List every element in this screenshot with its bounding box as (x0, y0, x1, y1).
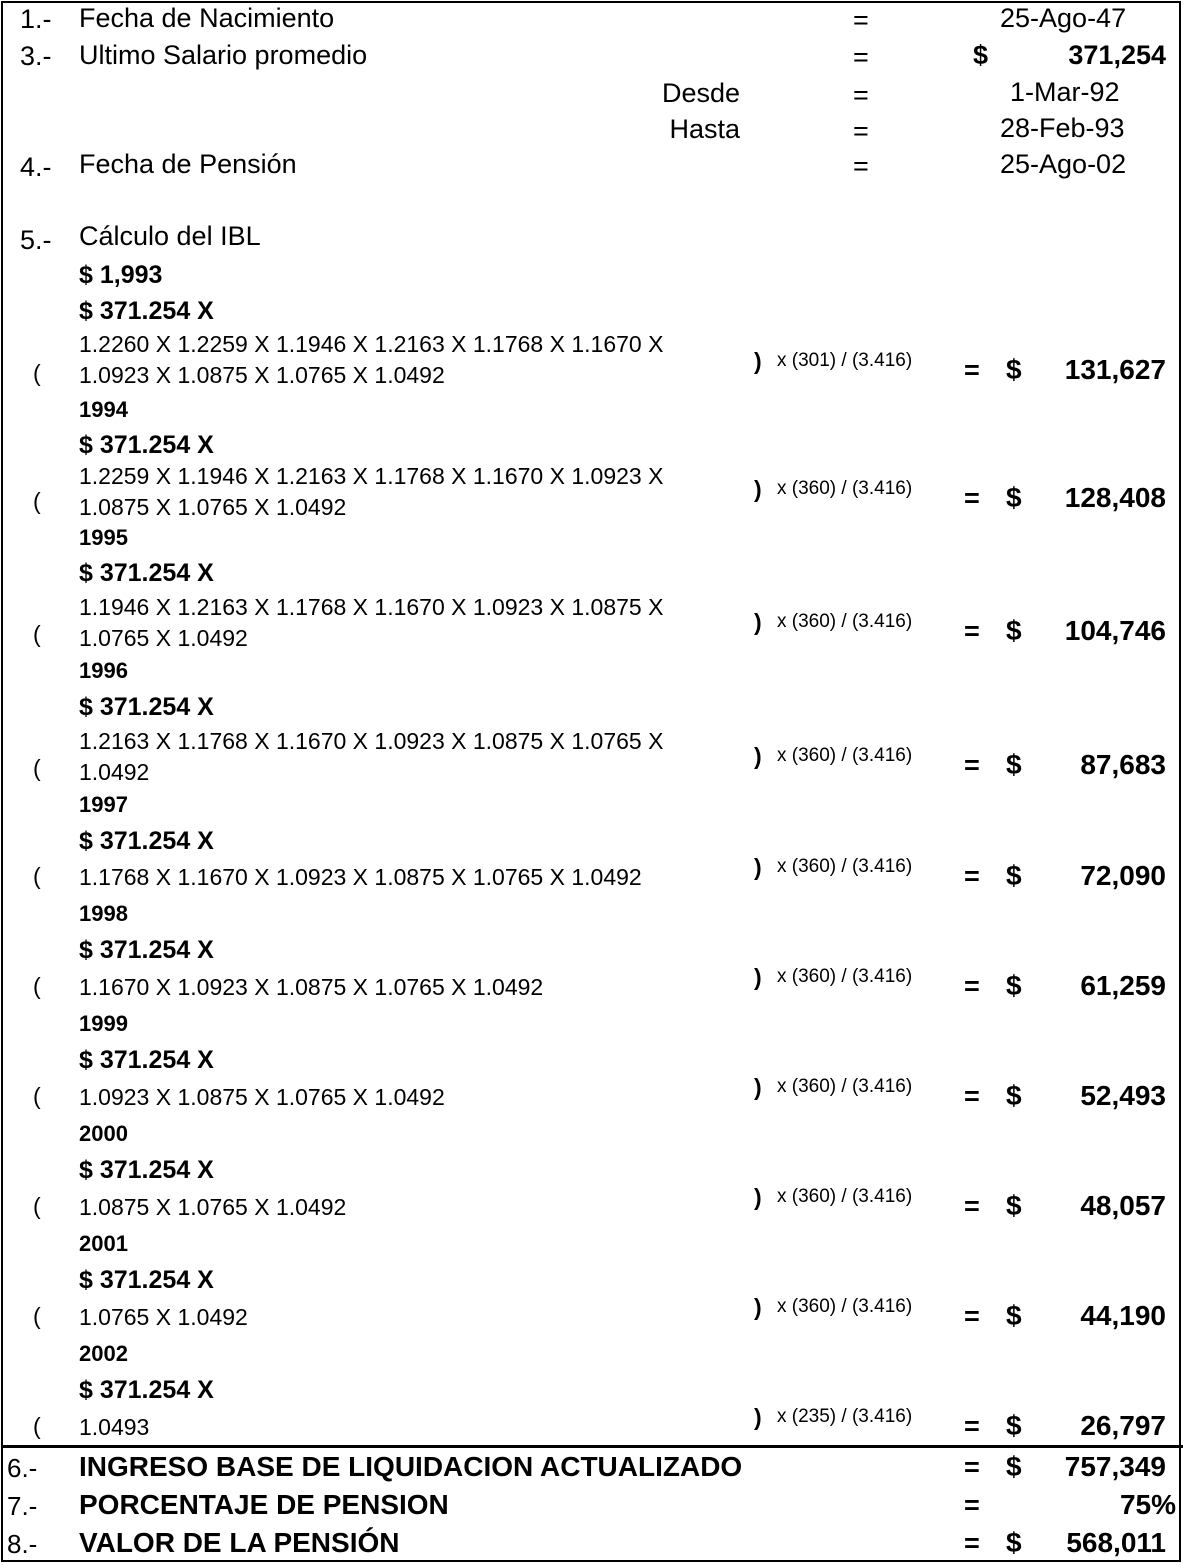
currency-sign: $ (1006, 1190, 1022, 1221)
adjustment-factors: 1.0493 (79, 1414, 150, 1440)
row-amount: 52,493 (1080, 1080, 1166, 1111)
base-salary-multiplier: $ 371.254 X (79, 1376, 214, 1404)
currency-sign: $ (1006, 970, 1022, 1001)
close-paren: ) (754, 1404, 762, 1430)
equals-sign: = (853, 116, 869, 146)
equals-sign: = (964, 1452, 980, 1482)
row-amount: 26,797 (1080, 1410, 1166, 1441)
days-operation: x (360) / (3.416) (777, 611, 913, 632)
currency-sign: $ (1006, 860, 1022, 891)
equals-sign: = (964, 483, 980, 513)
close-paren: ) (754, 1074, 762, 1100)
row-amount: 87,683 (1080, 749, 1166, 780)
year-label: 1996 (79, 658, 128, 683)
base-salary-multiplier: $ 371.254 X (79, 693, 214, 721)
year-label: 1994 (79, 397, 128, 422)
ibl-calculation-title: Cálculo del IBL (79, 221, 261, 251)
open-paren: ( (33, 1413, 41, 1439)
adjustment-factors: 1.2259 X 1.1946 X 1.2163 X 1.1768 X 1.1670 X 1.0923 X (79, 463, 664, 489)
close-paren: ) (754, 348, 762, 374)
adjustment-factors: 1.0923 X 1.0875 X 1.0765 X 1.0492 (79, 362, 445, 388)
birth-date-value: 25-Ago-47 (1000, 3, 1127, 33)
pension-date-label: Fecha de Pensión (79, 149, 297, 179)
currency-sign: $ (1006, 1410, 1022, 1441)
currency-sign: $ (1006, 482, 1022, 513)
equals-sign: = (964, 355, 980, 385)
year-label: 2000 (79, 1121, 128, 1146)
base-salary-multiplier: $ 371.254 X (79, 827, 214, 855)
days-operation: x (360) / (3.416) (777, 478, 913, 499)
adjustment-factors: 1.1670 X 1.0923 X 1.0875 X 1.0765 X 1.0492 (79, 974, 544, 1000)
base-salary-multiplier: $ 371.254 X (79, 936, 214, 964)
adjustment-factors: 1.1946 X 1.2163 X 1.1768 X 1.1670 X 1.0923 X 1.0875 X (79, 594, 664, 620)
item-number: 7.- (7, 1491, 38, 1521)
adjustment-factors: 1.0765 X 1.0492 (79, 1304, 248, 1330)
currency-sign: $ (1006, 1451, 1022, 1482)
year-label: 2001 (79, 1231, 128, 1256)
currency-sign: $ (973, 40, 989, 70)
pension-value-label: VALOR DE LA PENSIÓN (79, 1527, 400, 1558)
pension-date-value: 25-Ago-02 (1000, 149, 1127, 179)
item-number: 3.- (20, 41, 52, 71)
close-paren: ) (754, 609, 762, 635)
equals-sign: = (853, 80, 869, 110)
equals-sign: = (964, 616, 980, 646)
row-amount: 48,057 (1080, 1190, 1166, 1221)
equals-sign: = (853, 42, 869, 72)
equals-sign: = (964, 1490, 980, 1520)
days-operation: x (360) / (3.416) (777, 745, 913, 766)
adjustment-factors: 1.1768 X 1.1670 X 1.0923 X 1.0875 X 1.0765 X 1.0492 (79, 864, 642, 890)
equals-sign: = (964, 971, 980, 1001)
days-operation: x (235) / (3.416) (777, 1406, 913, 1427)
close-paren: ) (754, 964, 762, 990)
row-amount: 128,408 (1064, 482, 1166, 513)
open-paren: ( (33, 863, 41, 889)
to-label: Hasta (669, 114, 740, 144)
currency-sign: $ (1006, 749, 1022, 780)
days-operation: x (360) / (3.416) (777, 856, 913, 877)
item-number: 1.- (20, 4, 52, 34)
year-label: 1999 (79, 1011, 128, 1036)
equals-sign: = (964, 1411, 980, 1441)
currency-sign: $ (1006, 354, 1022, 385)
equals-sign: = (964, 1191, 980, 1221)
close-paren: ) (754, 476, 762, 502)
year-label: 1997 (79, 792, 128, 817)
to-date-value: 28-Feb-93 (1000, 113, 1125, 143)
pension-percentage-label: PORCENTAJE DE PENSION (79, 1489, 449, 1520)
adjustment-factors: 1.0765 X 1.0492 (79, 625, 248, 651)
base-salary-multiplier: $ 371.254 X (79, 1046, 214, 1074)
close-paren: ) (754, 1294, 762, 1320)
base-salary-multiplier: $ 371.254 X (79, 559, 214, 587)
days-operation: x (360) / (3.416) (777, 966, 913, 987)
adjustment-factors: 1.2260 X 1.2259 X 1.1946 X 1.2163 X 1.1768 X 1.1670 X (79, 331, 664, 357)
base-salary-multiplier: $ 371.254 X (79, 1266, 214, 1294)
pension-value-amount: 568,011 (1066, 1527, 1166, 1558)
equals-sign: = (964, 1301, 980, 1331)
base-salary-multiplier: $ 371.254 X (79, 297, 214, 325)
totals-divider (1, 1445, 1183, 1448)
year-label: 1998 (79, 901, 128, 926)
row-amount: 61,259 (1080, 970, 1166, 1001)
open-paren: ( (33, 1303, 41, 1329)
row-amount: 104,746 (1064, 615, 1166, 646)
open-paren: ( (33, 755, 41, 781)
base-salary-multiplier: $ 371.254 X (79, 1156, 214, 1184)
equals-sign: = (964, 750, 980, 780)
last-salary-label: Ultimo Salario promedio (79, 40, 368, 70)
adjustment-factors: 1.0923 X 1.0875 X 1.0765 X 1.0492 (79, 1084, 445, 1110)
ibl-total-label: INGRESO BASE DE LIQUIDACION ACTUALIZADO (79, 1451, 743, 1482)
birth-date-label: Fecha de Nacimiento (79, 3, 335, 33)
adjustment-factors: 1.2163 X 1.1768 X 1.1670 X 1.0923 X 1.0875 X 1.0765 X (79, 728, 664, 754)
row-amount: 44,190 (1080, 1300, 1166, 1331)
currency-sign: $ (1006, 615, 1022, 646)
close-paren: ) (754, 1184, 762, 1210)
days-operation: x (360) / (3.416) (777, 1076, 913, 1097)
currency-sign: $ (1006, 1527, 1022, 1558)
base-amount-first: $ 1,993 (79, 261, 163, 289)
currency-sign: $ (1006, 1080, 1022, 1111)
days-operation: x (360) / (3.416) (777, 1296, 913, 1317)
currency-sign: $ (1006, 1300, 1022, 1331)
from-date-value: 1-Mar-92 (1010, 77, 1120, 107)
from-label: Desde (661, 78, 740, 108)
open-paren: ( (33, 973, 41, 999)
row-amount: 131,627 (1064, 354, 1166, 385)
equals-sign: = (964, 861, 980, 891)
year-label: 1995 (79, 525, 128, 550)
ibl-total-value: 757,349 (1064, 1451, 1166, 1482)
days-operation: x (360) / (3.416) (777, 1186, 913, 1207)
open-paren: ( (33, 1083, 41, 1109)
base-salary-multiplier: $ 371.254 X (79, 431, 214, 459)
open-paren: ( (33, 621, 41, 647)
close-paren: ) (754, 743, 762, 769)
adjustment-factors: 1.0875 X 1.0765 X 1.0492 (79, 494, 347, 520)
open-paren: ( (33, 360, 41, 386)
last-salary-value: 371,254 (1068, 40, 1166, 70)
days-operation: x (301) / (3.416) (777, 350, 913, 371)
equals-sign: = (964, 1081, 980, 1111)
item-number: 6.- (7, 1453, 38, 1483)
row-amount: 72,090 (1080, 860, 1166, 891)
item-number: 8.- (7, 1529, 38, 1559)
pension-percentage-value: 75% (1119, 1489, 1176, 1520)
close-paren: ) (754, 854, 762, 880)
adjustment-factors: 1.0875 X 1.0765 X 1.0492 (79, 1194, 347, 1220)
year-label: 2002 (79, 1341, 128, 1366)
equals-sign: = (853, 151, 869, 181)
equals-sign: = (853, 5, 869, 35)
open-paren: ( (33, 1193, 41, 1219)
item-number: 4.- (20, 152, 52, 182)
equals-sign: = (964, 1528, 980, 1558)
item-number: 5.- (20, 225, 52, 255)
adjustment-factors: 1.0492 (79, 759, 150, 785)
open-paren: ( (33, 488, 41, 514)
